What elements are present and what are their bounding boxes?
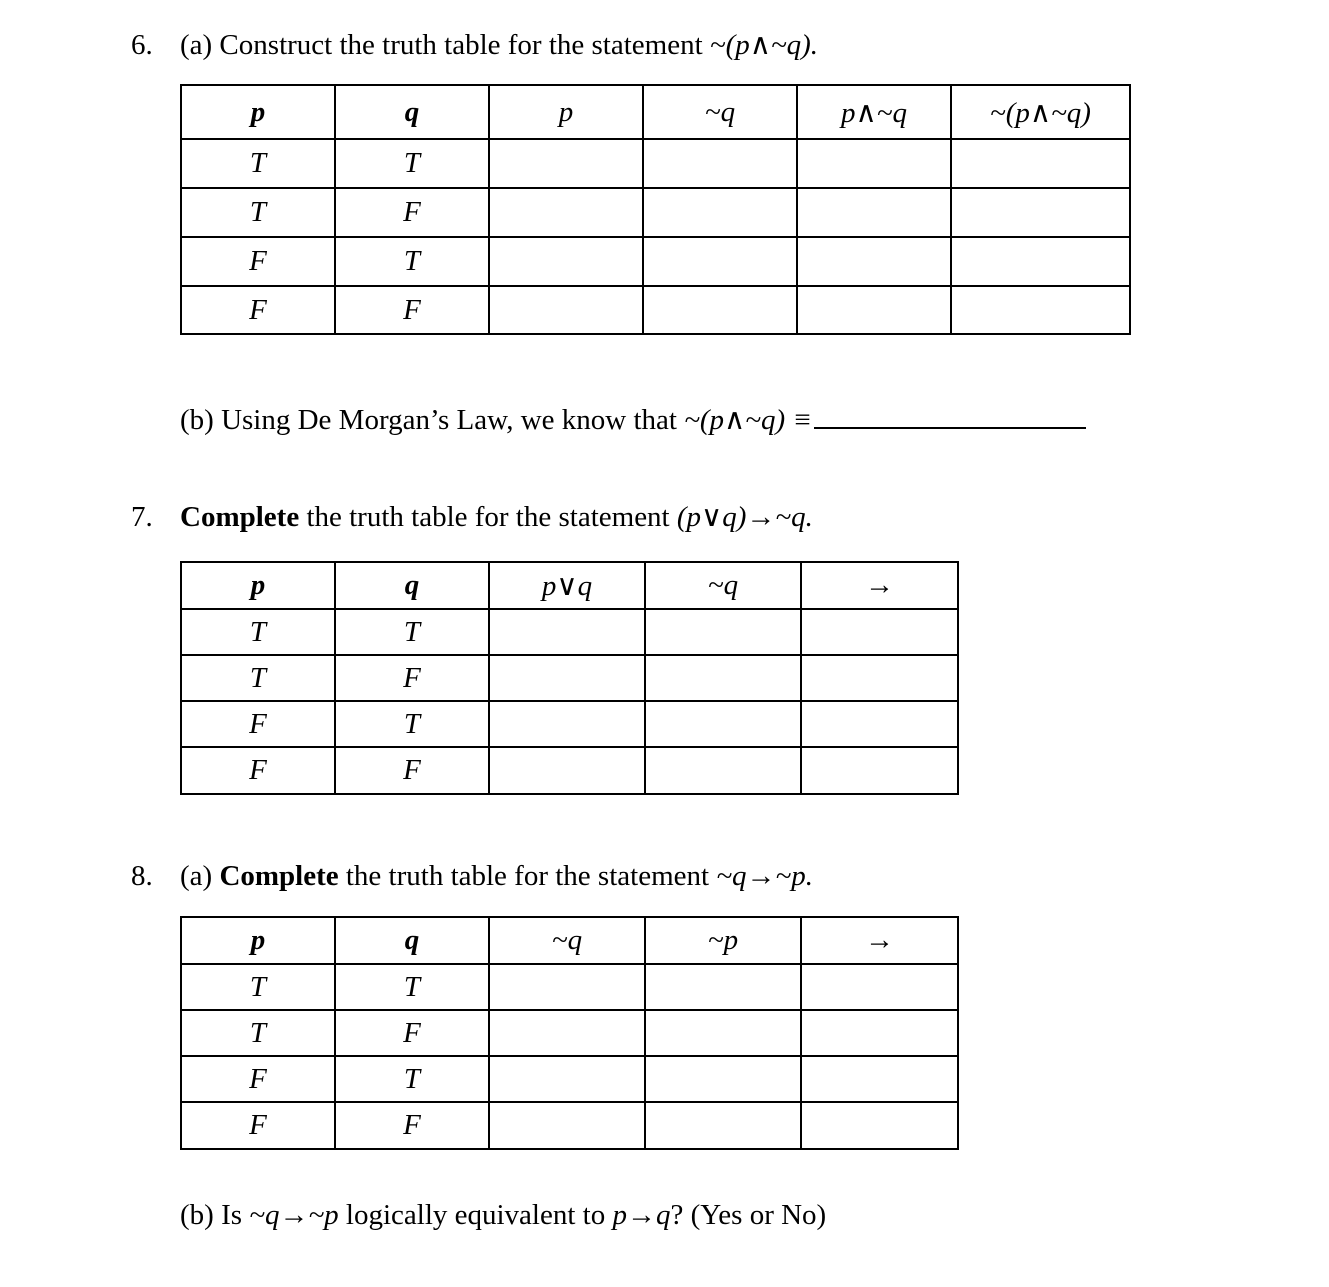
answer-cell[interactable] [801, 1010, 958, 1056]
cell-p: F [181, 237, 335, 286]
header-q: q [335, 917, 489, 964]
table-row [181, 286, 1130, 334]
table-row [181, 747, 958, 794]
table-row [181, 655, 958, 701]
cell-p: F [181, 286, 335, 334]
answer-cell[interactable] [489, 964, 645, 1010]
answer-cell[interactable] [643, 188, 797, 237]
table-row [181, 139, 1130, 188]
answer-cell[interactable] [951, 237, 1130, 286]
question-6-truth-table [180, 84, 1131, 335]
question-6b-text: (b) Using De Morgan’s Law, we know that [180, 404, 677, 436]
cell-q: F [335, 1102, 489, 1149]
table-row [181, 964, 958, 1010]
question-8b-middle-text: logically equivalent to [345, 1199, 606, 1231]
question-6b-prompt [180, 406, 1086, 435]
table-header-row [181, 562, 958, 609]
answer-cell[interactable] [645, 747, 801, 794]
answer-cell[interactable] [645, 655, 801, 701]
answer-cell[interactable] [801, 1102, 958, 1149]
question-6-number: 6. [131, 29, 153, 61]
question-7-bold-word: Complete [180, 501, 300, 533]
answer-cell[interactable] [643, 237, 797, 286]
header-not-q: ~q [643, 85, 797, 139]
question-6-prompt-text: (a) Construct the truth table for the statement [180, 29, 703, 61]
question-8b-prompt [180, 1201, 826, 1230]
cell-p: T [181, 139, 335, 188]
cell-p: T [181, 188, 335, 237]
cell-q: T [335, 609, 489, 655]
answer-cell[interactable] [801, 655, 958, 701]
header-p: p [181, 562, 335, 609]
header-p: p [181, 917, 335, 964]
header-p-or-q: p∨q [489, 562, 645, 609]
cell-p: F [181, 1056, 335, 1102]
answer-cell[interactable] [801, 609, 958, 655]
question-8-statement: ~q→~p. [716, 860, 813, 892]
header-q: q [335, 562, 489, 609]
question-8b-label: (b) Is [180, 1199, 243, 1231]
answer-cell[interactable] [645, 1010, 801, 1056]
cell-p: T [181, 655, 335, 701]
table-header-row [181, 917, 958, 964]
header-q: q [335, 85, 489, 139]
question-8-bold-word: Complete [219, 860, 339, 892]
cell-q: T [335, 139, 489, 188]
cell-q: F [335, 1010, 489, 1056]
answer-cell[interactable] [801, 964, 958, 1010]
answer-cell[interactable] [801, 1056, 958, 1102]
answer-cell[interactable] [801, 701, 958, 747]
cell-q: T [335, 237, 489, 286]
table-header-row [181, 85, 1130, 139]
answer-cell[interactable] [801, 747, 958, 794]
header-implies: → [801, 917, 958, 964]
answer-cell[interactable] [951, 188, 1130, 237]
question-8-prompt [180, 862, 813, 891]
answer-cell[interactable] [489, 1010, 645, 1056]
cell-p: T [181, 1010, 335, 1056]
answer-cell[interactable] [489, 609, 645, 655]
cell-q: F [335, 188, 489, 237]
question-7-prompt [180, 503, 813, 532]
question-7-truth-table [180, 561, 959, 795]
answer-cell[interactable] [645, 609, 801, 655]
table-row [181, 188, 1130, 237]
cell-p: F [181, 747, 335, 794]
answer-cell[interactable] [489, 701, 645, 747]
table-row [181, 1056, 958, 1102]
answer-cell[interactable] [645, 701, 801, 747]
header-p-and-not-q: p∧~q [797, 85, 951, 139]
cell-p: F [181, 701, 335, 747]
answer-cell[interactable] [643, 286, 797, 334]
cell-q: T [335, 964, 489, 1010]
header-not-q: ~q [645, 562, 801, 609]
question-6b-expression: ~(p∧~q) ≡ [684, 404, 812, 436]
table-row [181, 609, 958, 655]
answer-cell[interactable] [797, 188, 951, 237]
answer-cell[interactable] [951, 139, 1130, 188]
cell-q: T [335, 1056, 489, 1102]
table-row [181, 1010, 958, 1056]
header-not-p: ~p [645, 917, 801, 964]
cell-q: T [335, 701, 489, 747]
question-8-truth-table [180, 916, 959, 1150]
question-7-number: 7. [131, 501, 153, 533]
question-7-statement: (p∨q)→~q. [676, 501, 813, 533]
answer-cell[interactable] [951, 286, 1130, 334]
question-8b-expression-1: ~q→~p [249, 1199, 339, 1231]
question-6-prompt [180, 31, 818, 60]
question-6-statement: ~(p∧~q). [709, 29, 819, 61]
table-row [181, 701, 958, 747]
answer-cell[interactable] [489, 139, 643, 188]
question-8b-ending: ? (Yes or No) [670, 1199, 827, 1231]
answer-cell[interactable] [489, 188, 643, 237]
answer-cell[interactable] [645, 964, 801, 1010]
answer-cell[interactable] [797, 237, 951, 286]
header-p-copy: p [489, 85, 643, 139]
answer-cell[interactable] [489, 1056, 645, 1102]
cell-q: F [335, 286, 489, 334]
question-7-prompt-text: the truth table for the statement [306, 501, 670, 533]
cell-p: T [181, 964, 335, 1010]
answer-cell[interactable] [489, 237, 643, 286]
header-implies: → [801, 562, 958, 609]
answer-cell[interactable] [489, 655, 645, 701]
question-8b-expression-2: p→q [612, 1199, 671, 1231]
cell-q: F [335, 747, 489, 794]
header-negation: ~(p∧~q) [951, 85, 1130, 139]
answer-cell[interactable] [645, 1102, 801, 1149]
answer-cell[interactable] [489, 1102, 645, 1149]
answer-cell[interactable] [645, 1056, 801, 1102]
answer-cell[interactable] [797, 139, 951, 188]
question-8-part-label: (a) [180, 860, 213, 892]
header-p: p [181, 85, 335, 139]
answer-cell[interactable] [797, 286, 951, 334]
answer-cell[interactable] [489, 286, 643, 334]
header-not-q: ~q [489, 917, 645, 964]
question-8-prompt-text: the truth table for the statement [345, 860, 710, 892]
cell-q: F [335, 655, 489, 701]
question-8-number: 8. [131, 860, 153, 892]
table-row [181, 1102, 958, 1149]
table-row [181, 237, 1130, 286]
answer-cell[interactable] [489, 747, 645, 794]
answer-blank[interactable] [814, 427, 1086, 429]
answer-cell[interactable] [643, 139, 797, 188]
cell-p: F [181, 1102, 335, 1149]
cell-p: T [181, 609, 335, 655]
